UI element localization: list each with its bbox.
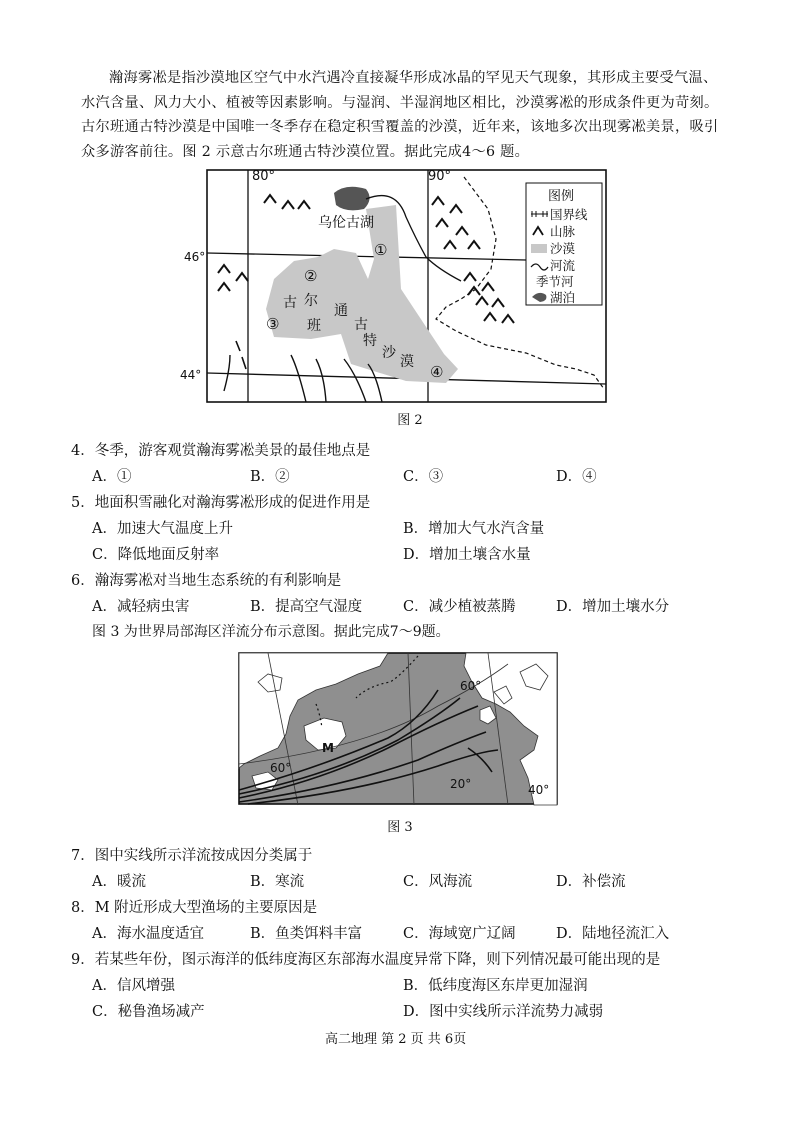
question-6-option-d[interactable]: D．增加土壤水分 — [556, 599, 670, 615]
question-9-stem: 9．若某些年份，图示海洋的低纬度海区东部海水温度异常下降，则下列情况最可能出现的是 — [71, 952, 661, 968]
point-4: ④ — [430, 363, 444, 381]
label-40: 40° — [528, 783, 550, 797]
intro-paragraph — [81, 66, 731, 164]
legend-river-label: 河流 — [550, 258, 576, 273]
lake-label: 乌伦古湖 — [318, 215, 374, 231]
lat-46-label: 46° — [184, 250, 206, 264]
desert-char-5: 古 — [354, 317, 368, 333]
desert-char-1: 古 — [283, 295, 297, 311]
desert-char-3: 班 — [307, 318, 321, 334]
question-7-option-a[interactable]: A．暖流 — [92, 874, 146, 890]
desert-char-8: 漠 — [400, 354, 414, 370]
lon-90-label: 90° — [428, 169, 452, 184]
desert-char-6: 特 — [363, 333, 377, 349]
page-footer: 高二地理 第 2 页 共 6页 — [325, 1032, 467, 1047]
label-m: M — [322, 741, 334, 755]
question-8-option-a[interactable]: A．海水温度适宜 — [92, 926, 204, 942]
question-8-option-c[interactable]: C．海域宽广辽阔 — [403, 926, 516, 942]
legend-desert-symbol — [531, 244, 547, 253]
legend-title: 图例 — [548, 189, 575, 204]
question-7-option-c[interactable]: C．风海流 — [403, 874, 473, 890]
question-9-option-a[interactable]: A．信风增强 — [92, 978, 175, 994]
point-1: ① — [374, 241, 388, 259]
question-4-option-b[interactable]: B．② — [250, 469, 290, 485]
label-60-north: 60° — [460, 679, 482, 693]
desert-char-2: 尔 — [304, 293, 318, 309]
legend-seasonal-label: 季节河 — [536, 274, 574, 289]
lon-80-label: 80° — [252, 169, 276, 184]
question-8-stem: 8．M 附近形成大型渔场的主要原因是 — [71, 900, 318, 916]
question-9-option-b[interactable]: B．低纬度海区东岸更加湿润 — [403, 978, 588, 994]
question-4-stem: 4．冬季，游客观赏瀚海雾凇美景的最佳地点是 — [71, 443, 371, 459]
question-5-option-a[interactable]: A．加速大气温度上升 — [92, 521, 233, 537]
legend-mountain-label: 山脉 — [550, 224, 576, 239]
question-6-option-c[interactable]: C．减少植被蒸腾 — [403, 599, 516, 615]
point-2: ② — [304, 267, 318, 285]
question-5-option-b[interactable]: B．增加大气水汽含量 — [403, 521, 545, 537]
question-6-option-a[interactable]: A．减轻病虫害 — [92, 599, 190, 615]
question-4-option-c[interactable]: C．③ — [403, 469, 444, 485]
question-7-option-b[interactable]: B．寒流 — [250, 874, 305, 890]
intro-text: 瀚海雾凇是指沙漠地区空气中水汽遇冷直接凝华形成冰晶的罕见天气现象，其形成主要受气温、水汽含量、风力大小、植被等因素影响。与湿润、半湿润地区相比，沙漠雾凇的形成条件更为苛刻。古尔班通古特沙漠是中国唯一冬季存在稳定积雪覆盖的沙漠，近年来，该地多次出现雾凇美景，吸引众多游客前往。图 2 示意古尔班通古特沙漠位置。据此完成4～6 题。 — [81, 70, 719, 160]
figure-3-caption: 图 3 — [387, 820, 413, 835]
question-6-stem: 6．瀚海雾凇对当地生态系统的有利影响是 — [71, 573, 342, 589]
question-8-option-d[interactable]: D．陆地径流汇入 — [556, 926, 670, 942]
figure-2-caption: 图 2 — [397, 413, 423, 428]
lat-44-label: 44° — [180, 368, 202, 382]
figure-3-intro: 图 3 为世界局部海区洋流分布示意图。据此完成7～9题。 — [92, 624, 450, 640]
legend-desert-label: 沙漠 — [550, 241, 576, 256]
question-6-option-b[interactable]: B．提高空气湿度 — [250, 599, 363, 615]
question-7-stem: 7．图中实线所示洋流按成因分类属于 — [71, 848, 313, 864]
lake-ulungur — [334, 187, 370, 211]
question-5-option-d[interactable]: D．增加土壤含水量 — [403, 547, 531, 563]
question-7-option-d[interactable]: D．补偿流 — [556, 874, 626, 890]
map-legend — [526, 183, 602, 305]
desert-char-4: 通 — [334, 303, 348, 319]
label-60-west: 60° — [270, 761, 292, 775]
question-9-option-d[interactable]: D．图中实线所示洋流势力减弱 — [403, 1004, 604, 1020]
figure-3-map — [238, 652, 558, 805]
question-5-stem: 5．地面积雪融化对瀚海雾凇形成的促进作用是 — [71, 495, 371, 511]
desert-char-7: 沙 — [382, 345, 396, 361]
label-20: 20° — [450, 777, 472, 791]
legend-lake-label: 湖泊 — [550, 290, 576, 305]
question-8-option-b[interactable]: B．鱼类饵料丰富 — [250, 926, 363, 942]
question-9-option-c[interactable]: C．秘鲁渔场减产 — [92, 1004, 205, 1020]
question-5-option-c[interactable]: C．降低地面反射率 — [92, 547, 220, 563]
point-3: ③ — [266, 315, 280, 333]
question-4-option-a[interactable]: A．① — [92, 469, 132, 485]
legend-border-label: 国界线 — [550, 207, 588, 222]
question-4-option-d[interactable]: D．④ — [556, 469, 597, 485]
